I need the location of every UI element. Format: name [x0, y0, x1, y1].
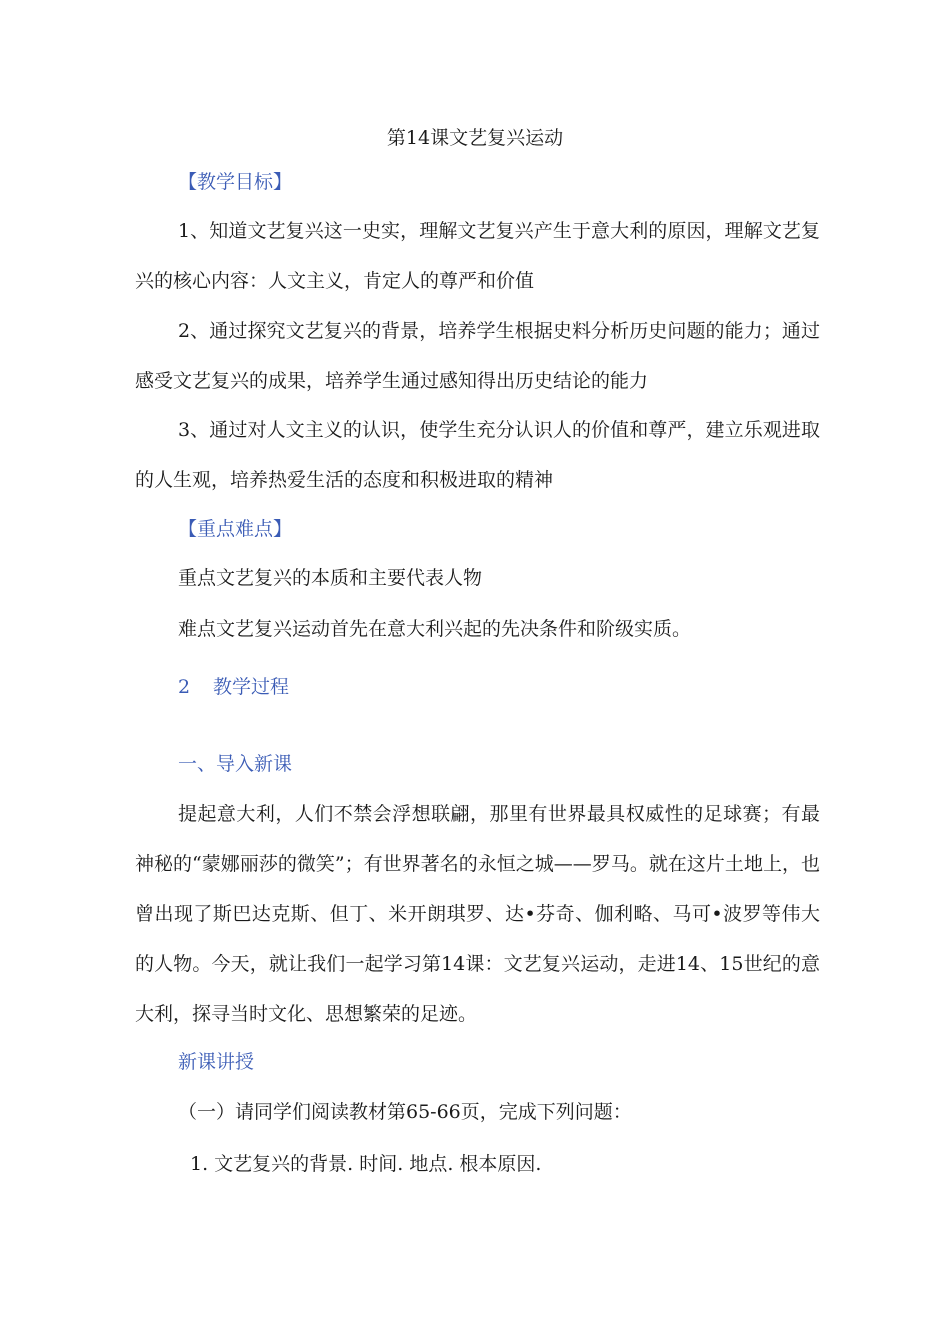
objective-item-3: 3、通过对人文主义的认识，使学生充分认识人的价值和尊严，建立乐观进取的人生观，培养热爱生活的态度和积极进取的精神 [135, 419, 820, 491]
intro-paragraph: 提起意大利，人们不禁会浮想联翩，那里有世界最具权威性的足球赛；有最神秘的“蒙娜丽莎的微笑”；有世界著名的永恒之城——罗马。就在这片土地上，也曾出现了斯巴达克斯、但丁、米开朗琪罗、达•芬奇、伽利略、马可•波罗等伟大的人物。今天，就让我们一起学习第14课：文艺复兴运动，走进14、15世纪的意大利，探寻当时文化、思想繁荣的足迹。 [135, 803, 820, 1025]
process-number: 2 [178, 676, 191, 698]
reading-task: （一）请同学们阅读教材第65-66页，完成下列问题： [178, 1101, 632, 1123]
new-lesson-heading: 新课讲授 [178, 1051, 255, 1073]
process-heading: 教学过程 [213, 676, 290, 698]
objectives-heading: 【教学目标】 [178, 171, 293, 193]
question-1: 1. 文艺复兴的背景. 时间. 地点. 根本原因. [190, 1153, 542, 1175]
page-title: 第14课文艺复兴运动 [386, 127, 564, 149]
intro-heading: 一、导入新课 [178, 753, 293, 775]
objective-item-1: 1、知道文艺复兴这一史实，理解文艺复兴产生于意大利的原因，理解文艺复兴的核心内容：人文主义，肯定人的尊严和价值 [135, 220, 820, 292]
key-points-heading: 【重点难点】 [178, 518, 293, 540]
objective-item-2: 2、通过探究文艺复兴的背景，培养学生根据史料分析历史问题的能力；通过感受文艺复兴的成果，培养学生通过感知得出历史结论的能力 [135, 320, 820, 392]
key-point-text: 重点文艺复兴的本质和主要代表人物 [178, 567, 483, 589]
difficult-point-text: 难点文艺复兴运动首先在意大利兴起的先决条件和阶级实质。 [178, 618, 692, 640]
